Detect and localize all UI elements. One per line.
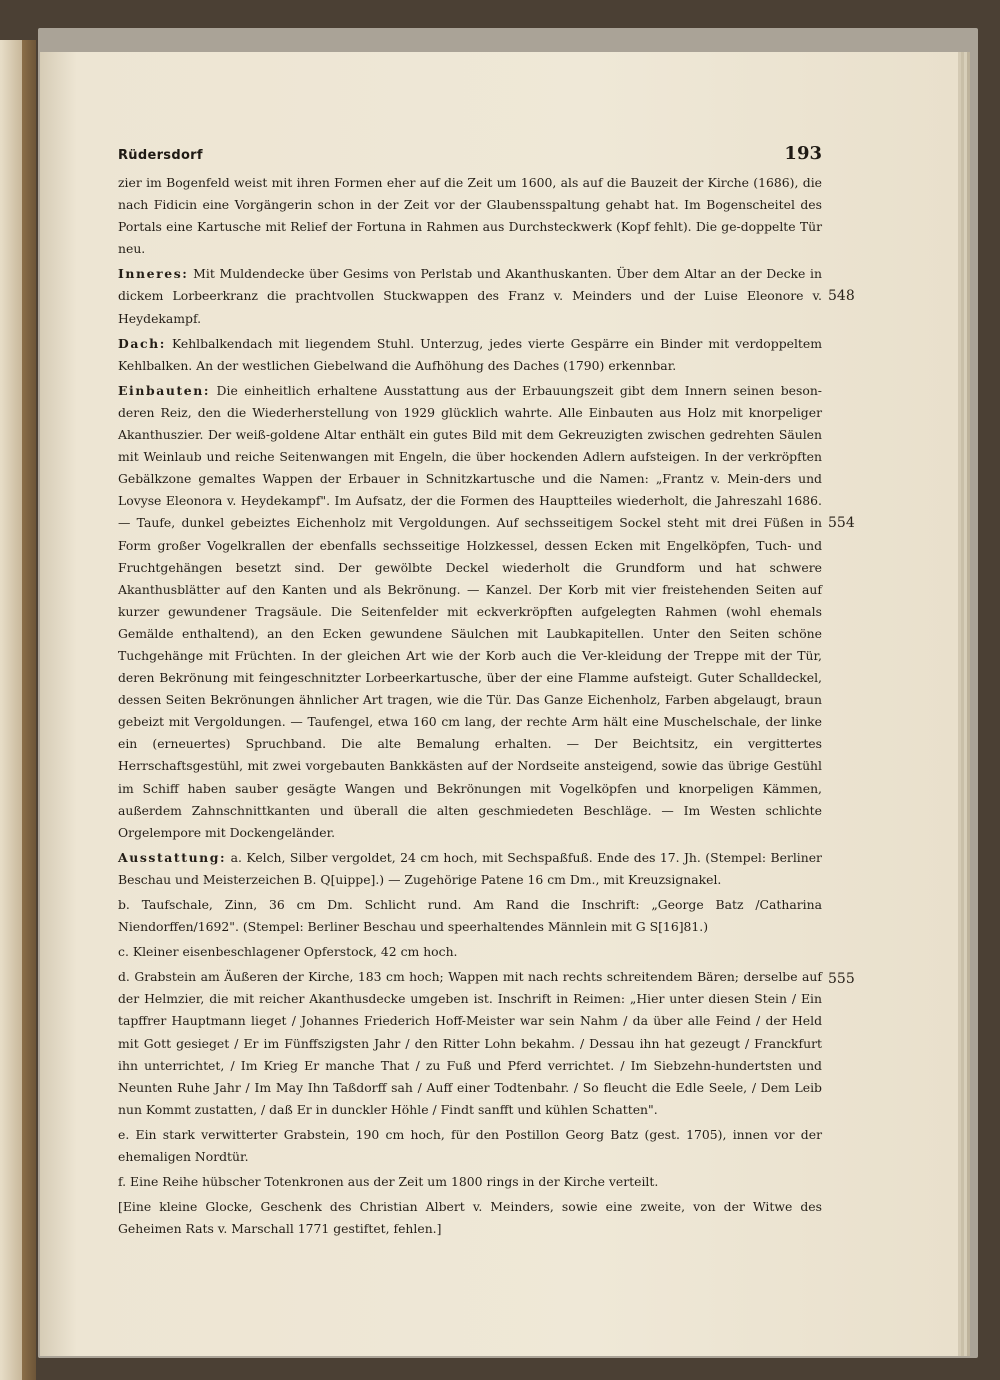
- paragraph: [118, 1124, 822, 1168]
- paragraph: [118, 263, 855, 329]
- paragraph-text: zier im Bogenfeld weist mit ihren Formen eher auf die Zeit um 1600, als auf die Bauzeit der Kirche (1686), die nach Fidicin eine Vorgängerin schon in der Zeit vor der Glaubensspaltung gehabt hat. Im Bogenscheitel des Portals eine Kartusche mit Relief der Fortuna in Rahmen aus Durchsteckwerk (Kopf fehlt). Die ge-doppelte Tür neu.: [118, 175, 822, 257]
- paragraph-text: d. Grabstein am Äußeren der Kirche, 183 cm hoch; Wappen mit nach rechts schreitendem Bären; derselbe auf der Helmzier, die mit reicher Akanthusdecke umgeben ist. Inschrift in Reimen: „Hier unter diesen Stein / Ein tapffrer Hauptmann lieget / Johannes Friederich Hoff-Meister war sein Nahm / da über alle Feind / der Held mit Gott gesieget / Er im Fünffszigsten Jahr / den Ritter Lohn bekahm. / Dessau ihn hat gezeugt / Franckfurt ihn unterrichtet, / Im Krieg Er manche That / zu Fuß und Pferd verrichtet. / Im Siebzehn-hundertsten und Neunten Ruhe Jahr / Im May Ihn Taßdorff sah / Auff einer Todtenbahr. / So fleucht die Edle Seele, / Dem Leib nun Kommt zustatten, / daß Er in dunckler Höhle / Findt sanfft und kühlen Schatten".: [118, 969, 822, 1117]
- paragraph-text: a. Kelch, Silber vergoldet, 24 cm hoch, mit Sechspaßfuß. Ende des 17. Jh. (Stempel: Berliner Beschau und Meisterzeichen B. Q[uippe].) — Zugehörige Patene 16 cm Dm., mit Kreuzsignakel.: [118, 849, 822, 887]
- paragraph-text: Die einheitlich erhaltene Ausstattung aus der Erbauungszeit gibt dem Innern seinen beson-deren Reiz, den die Wiederherstellung von 1929 glücklich wahrte. Alle Einbauten aus Holz mit knorpeliger Akanthuszier. Der weiß-goldene Altar enthält ein gutes Bild mit dem Gekreuzigten zwischen gedrehten Säulen mit Weinlaub und reiche Seitenwangen mit Engeln, die über hockenden Adlern aufsteigen. In der verkröpften Gebälkzone gemaltes Wappen der Erbauer in Schnitzkartusche und die Namen: „Frantz v. Mein-ders und Lovyse Eleonora v. Heydekampf". Im Aufsatz, der die Formen des Hauptteiles wiederholt, die Jahreszahl 1686. — Taufe, dunkel gebeiztes Eichenholz mit Vergoldungen. Auf sechsseitigem Sockel steht mit drei Füßen in Form großer Vogelkrallen der ebenfalls sechsseitige Holzkessel, dessen Ecken mit Engelköpfen, Tuch- und Fruchtgehängen besetzt sind. Der gewölbte Deckel wiederholt die Grundform und hat schwere Akanthusblätter auf den Kanten und als Bekrönung. — Kanzel. Der Korb mit vier freistehenden Seiten auf kurzer gewundener Tragsäule. Die Seitenfelder mit eckverkröpften aufgelegten Rahmen (wohl ehemals Gemälde enthaltend), an den Ecken gewundene Säulchen mit Laubkapitellen. Unter den Seiten schöne Tuchgehänge mit Früchten. In der gleichen Art wie der Korb auch die Ver-kleidung der Treppe mit der Tür, deren Bekrönung mit feingeschnitzter Lorbeerkartusche, über der eine Flamme aufsteigt. Guter Schalldeckel, dessen Seiten Bekrönungen ähnlicher Art tragen, wie die Tür. Das Ganze Eichenholz, Farben abgelaugt, braun gebeizt mit Vergoldungen. — Taufengel, etwa 160 cm lang, der rechte Arm hält eine Muschelschale, der linke ein (erneuertes) Spruchband. Die alte Bemalung erhalten. — Der Beichtsitz, ein vergittertes Herrschaftsgestühl, mit zwei vorgebauten Bankkästen auf der Nordseite ansteigend, sowie das übrige Gestühl im Schiff haben sauber gesägte Wangen und Bekrönungen mit Vogelköpfen und knorpeligen Kämmen, außerdem Zahnschnittkanten und überall die alten geschmiedeten Beschläge. — Im Westen schlichte Orgelempore mit Dockengeländer.: [118, 382, 822, 840]
- margin-figure-number: 555: [828, 971, 855, 988]
- paragraph-text: c. Kleiner eisenbeschlagener Opferstock, 42 cm hoch.: [118, 944, 458, 960]
- paragraph-lead: Dach:: [118, 335, 166, 351]
- paragraph-text: [Eine kleine Glocke, Geschenk des Christian Albert v. Meinders, sowie eine zweite, von der Witwe des Geheimen Rats v. Marschall 1771 gestiftet, fehlen.]: [118, 1199, 822, 1237]
- paragraph: [118, 1196, 822, 1240]
- paragraph-lead: Inneres:: [118, 266, 189, 282]
- paragraph-text: Kehlbalkendach mit liegendem Stuhl. Unterzug, jedes vierte Gespärre ein Binder mit verdoppeltem Kehlbalken. An der westlichen Giebelwand die Aufhöhung des Daches (1790) erkennbar.: [118, 335, 822, 373]
- paragraph: [118, 380, 855, 844]
- page-number: 193: [784, 143, 822, 164]
- left-page-edge: [0, 40, 24, 1380]
- paragraph-text: Mit Muldendecke über Gesims von Perlstab und Akanthuskanten. Über dem Altar an der Decke in dickem Lorbeerkranz die prachtvollen Stuckwappen des Franz v. Meinders und der Luise Eleonore v. Heydekampf.: [118, 266, 822, 326]
- paragraph-lead: Einbauten:: [118, 382, 211, 398]
- paragraph: [118, 894, 822, 938]
- margin-figure-number: 548: [828, 288, 855, 305]
- book-cover-edge: [22, 40, 36, 1380]
- paragraph-text: f. Eine Reihe hübscher Totenkronen aus der Zeit um 1800 rings in der Kirche verteilt.: [118, 1174, 659, 1190]
- running-head: Rüdersdorf: [118, 148, 203, 163]
- paragraph-text: e. Ein stark verwitterter Grabstein, 190 cm hoch, für den Postillon Georg Batz (gest. 1705), innen vor der ehemaligen Nordtür.: [118, 1126, 822, 1165]
- paragraph: [118, 847, 822, 891]
- paragraph-lead: Ausstattung:: [118, 849, 227, 865]
- paragraph: [118, 966, 855, 1121]
- paragraph: [118, 172, 822, 260]
- paragraph-text: b. Taufschale, Zinn, 36 cm Dm. Schlicht rund. Am Rand die Inschrift: „George Batz /Catharina Niendorffen/1692". (Stempel: Berliner Beschau und speerhaltendes Männlein mit G S[16]81.): [118, 897, 822, 935]
- paragraph: [118, 333, 822, 377]
- paragraph: [118, 1171, 822, 1193]
- page-header: [118, 143, 822, 164]
- margin-figure-number: 554: [828, 514, 855, 531]
- body-text: [118, 172, 855, 1243]
- paragraph: [118, 941, 822, 963]
